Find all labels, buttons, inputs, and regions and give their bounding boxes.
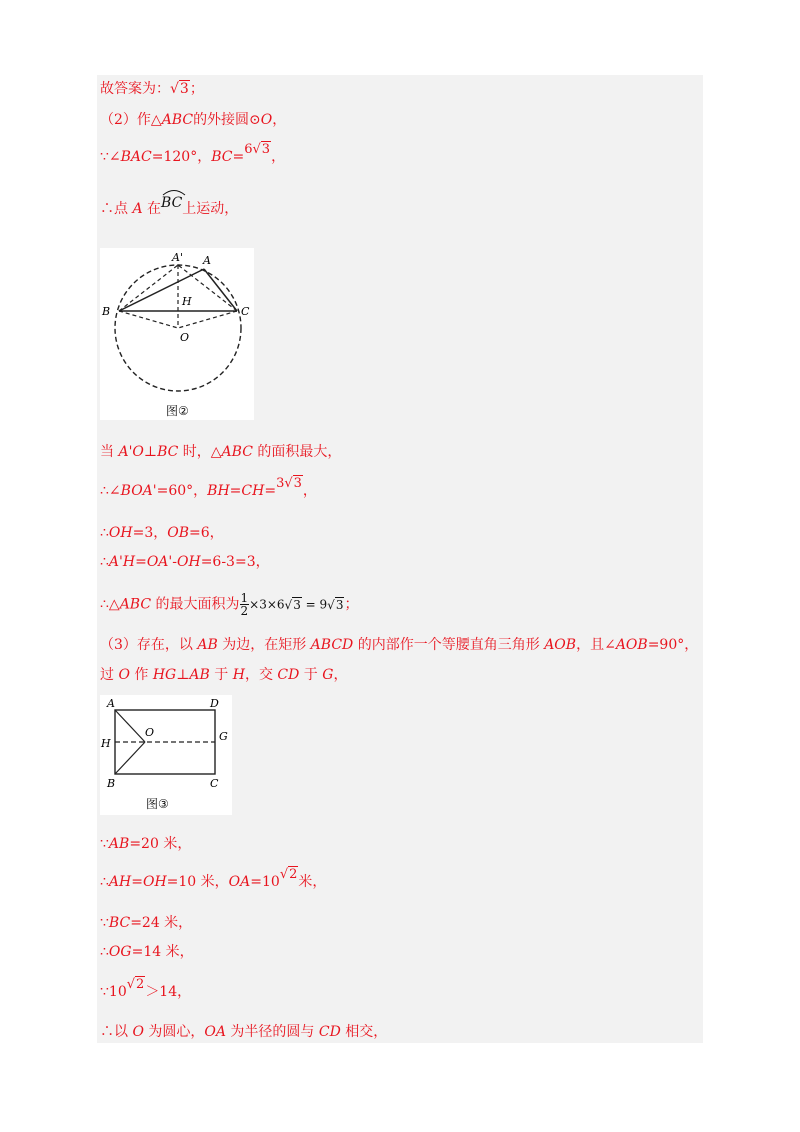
- label-g: G: [219, 730, 228, 743]
- ah-oh-oa-line: ∴AH=OH=10 米，OA=10√2米，: [100, 867, 327, 890]
- answer-line-1: 故答案为：√3；: [100, 81, 204, 97]
- construction-line: 过 O 作 HG⊥AB 于 H，交 CD 于 G，: [100, 667, 348, 683]
- oh-ob-line: ∴OH=3，OB=6，: [100, 525, 224, 541]
- label-o: O: [145, 726, 155, 739]
- figure-3-caption: 图③: [146, 797, 169, 811]
- ah-line: ∴A'H=OA'-OH=6-3=3，: [100, 554, 270, 570]
- bc-length-line: ∵BC=24 米，: [100, 915, 193, 931]
- ab-length-line: ∵AB=20 米，: [100, 836, 192, 852]
- sqrt-3: √3: [170, 81, 189, 97]
- label-b: B: [102, 305, 111, 318]
- figure-2: [100, 248, 254, 420]
- label-d: D: [210, 697, 219, 710]
- label-b: B: [107, 777, 116, 790]
- label-a: A: [107, 697, 115, 710]
- max-area-condition: 当 A'O⊥BC 时，△ABC 的面积最大，: [100, 444, 342, 460]
- figure-2-caption: 图②: [166, 404, 189, 418]
- label-c: C: [241, 305, 250, 318]
- arc-motion-line: ∴点 A 在 BC上运动，: [100, 200, 238, 218]
- part-3-heading: （3）存在，以 AB 为边，在矩形 ABCD 的内部作一个等腰直角三角形 AOB，且∠AOB=90°，: [100, 637, 699, 653]
- comparison-line: ∵10√2＞14，: [100, 977, 192, 1000]
- label-h: H: [182, 295, 192, 308]
- figure-3: [100, 695, 232, 815]
- arc-bc: BC: [161, 194, 182, 212]
- label-c: C: [210, 777, 219, 790]
- label-h: H: [101, 737, 111, 750]
- given-angle-line: ∵∠BAC=120°，BC=6√3，: [100, 142, 286, 165]
- conclusion-line: ∴以 O 为圆心，OA 为半径的圆与 CD 相交，: [100, 1024, 388, 1040]
- label-a-prime: A': [172, 251, 183, 264]
- label-a: A: [203, 254, 211, 267]
- label-o: O: [180, 331, 190, 344]
- part-2-heading: （2）作△ABC的外接圆⊙O，: [100, 112, 287, 128]
- angle-boa-line: ∴∠BOA'=60°，BH=CH=3√3，: [100, 476, 317, 499]
- max-area-line: ∴△ABC 的最大面积为 $\frac{1}{2}$ ×3×6√3 = 9√3；: [100, 591, 359, 618]
- fraction-one-half: $\frac{1}{2}$: [240, 591, 249, 618]
- og-length-line: ∴OG=14 米，: [100, 944, 194, 960]
